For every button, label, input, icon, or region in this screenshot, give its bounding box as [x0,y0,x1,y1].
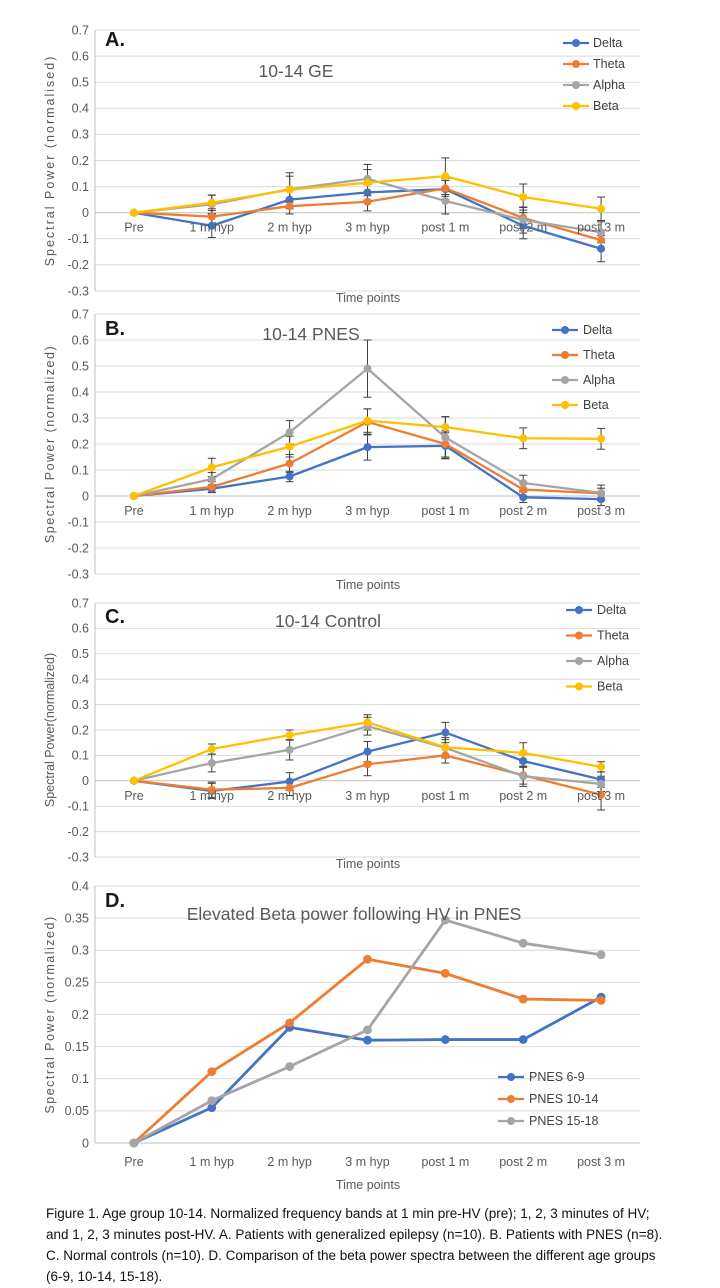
panel-label: B. [105,318,125,340]
legend-marker-theta [572,60,580,68]
legend-marker-delta [572,39,580,47]
y-tick-label: 0.15 [64,1039,89,1054]
x-tick-label: 2 m hyp [267,504,312,518]
y-tick-label: 0.2 [71,153,89,168]
y-tick-label: 0.5 [71,647,89,662]
y-axis-title: Spectral Power (normalized) [43,344,57,544]
legend-marker-alpha [575,657,583,665]
y-tick-label: 0.6 [71,621,89,636]
data-point-beta [364,718,372,726]
legend-label: Delta [593,36,623,51]
legend-marker-beta [561,401,569,409]
data-point-delta [441,729,449,737]
legend-label: Theta [593,57,625,72]
y-axis-title: Spectral Power (normalised) [43,54,57,267]
data-point-beta [441,423,449,431]
legend-label: Theta [597,628,629,643]
y-tick-label: 0 [82,206,89,220]
data-point-delta [597,245,605,253]
data-point-theta [286,460,294,468]
data-point-pnes-15-18 [519,939,528,948]
y-tick-label: 0.1 [71,1072,89,1087]
data-point-theta [441,751,449,759]
x-tick-label: post 1 m [421,220,470,235]
x-tick-label: 2 m hyp [267,220,312,235]
panel-label: A. [105,29,125,51]
y-tick-label: -0.1 [67,515,89,530]
x-axis-ticks [124,789,625,803]
data-point-beta [519,749,527,757]
y-tick-label: 0.7 [71,23,89,38]
data-point-delta [519,493,527,501]
chart-panel-d [0,878,720,1194]
y-tick-label: -0.2 [67,541,89,556]
data-point-pnes-10-14 [363,955,372,964]
data-point-pnes-15-18 [207,1096,216,1105]
legend [566,603,629,694]
gridlines [95,30,640,291]
y-tick-label: 0.6 [71,49,89,64]
data-point-beta [597,435,605,443]
x-tick-label: post 2 m [499,1155,548,1169]
x-axis-title: Time points [335,291,401,305]
data-point-beta [130,492,138,500]
data-point-delta [286,473,294,481]
data-point-theta [208,483,216,491]
chart-title: 10-14 Control [274,611,382,631]
x-tick-label: post 3 m [577,220,626,235]
y-tick-label: 0.3 [71,127,89,142]
x-tick-label: post 2 m [499,220,548,235]
data-point-pnes-10-14 [285,1018,294,1027]
data-point-beta [208,745,216,753]
legend-label: Alpha [593,78,625,93]
x-tick-label: 2 m hyp [267,1155,312,1169]
legend-marker-theta [561,351,569,359]
data-point-theta [597,236,605,244]
x-tick-label: 1 m hyp [189,788,235,803]
y-tick-label: -0.2 [67,258,89,273]
y-tick-label: 0.4 [71,879,89,894]
legend-marker-delta [561,326,569,334]
x-tick-label: post 1 m [421,788,470,803]
y-tick-label: 0.7 [71,307,89,322]
legend-marker-alpha [561,376,569,384]
data-point-beta [519,434,527,442]
legend [498,1070,599,1128]
legend-label: Alpha [583,373,615,388]
legend-marker-beta [575,683,583,691]
data-point-beta [364,417,372,425]
legend-marker-pnes-10-14 [507,1095,515,1103]
x-tick-label: post 3 m [577,788,626,803]
data-point-pnes-15-18 [130,1139,139,1148]
y-tick-label: 0.1 [71,463,89,478]
data-point-alpha [208,475,216,483]
x-tick-label: Pre [124,788,144,803]
x-axis-ticks [124,1155,625,1169]
legend-marker-pnes-15-18 [507,1117,515,1125]
y-tick-label: 0.05 [64,1104,89,1119]
x-tick-label: 3 m hyp [345,788,390,803]
x-tick-label: post 2 m [499,504,548,518]
x-tick-label: 3 m hyp [345,220,390,235]
y-tick-label: 0.5 [71,75,89,90]
chart-title: 10-14 PNES [262,324,360,344]
legend-label: Theta [583,348,615,363]
x-tick-label: 1 m hyp [189,220,235,235]
x-tick-label: 3 m hyp [345,1155,390,1169]
data-point-pnes-10-14 [519,995,528,1004]
y-tick-label: 0 [82,774,89,789]
data-point-alpha [364,365,372,373]
y-axis-title: Spectral Power(normalized) [43,652,57,808]
data-point-theta [364,760,372,768]
data-point-delta [364,443,372,451]
y-axis-title: Spectral Power (normalized) [43,915,57,1114]
y-tick-label: -0.1 [67,799,89,814]
y-tick-label: 0.5 [71,359,89,374]
figure-caption: Figure 1. Age group 10-14. Normalized frequency bands at 1 min pre-HV (pre); 1, 2, 3 minutes of HV; and 1, 2, 3 minutes post-HV. A. Patients with generalized epilepsy (n=10). B. Patients with PNES (n=8). C. Normal controls (n=10). D. Comparison of the beta power spectra between the different age groups (6-9, 10-14, 15-18). [46,1206,663,1284]
data-point-alpha [286,428,294,436]
x-tick-label: post 2 m [499,788,548,803]
data-point-alpha [208,759,216,767]
y-tick-label: -0.2 [67,824,89,839]
y-tick-label: 0.6 [71,333,89,348]
y-tick-label: 0.2 [71,723,89,738]
data-point-alpha [519,772,527,780]
x-tick-label: post 3 m [577,504,626,518]
data-point-beta [208,463,216,471]
legend-label: PNES 10-14 [529,1092,599,1107]
data-point-theta [208,213,216,221]
data-point-beta [130,777,138,785]
legend-marker-delta [575,606,583,614]
data-point-theta [441,184,449,192]
legend-label: Beta [597,679,623,694]
chart-panel-b [0,305,720,593]
x-axis-title: Time points [335,1178,401,1192]
data-point-alpha [519,479,527,487]
legend-label: Delta [583,323,613,338]
x-tick-label: post 3 m [577,1155,626,1169]
chart-title: 10-14 GE [258,61,334,81]
data-point-theta [364,198,372,206]
legend-marker-beta [572,102,580,110]
data-point-delta [364,748,372,756]
y-tick-label: 0.3 [71,943,89,958]
data-point-pnes-15-18 [363,1026,372,1035]
y-tick-label: 0.4 [71,672,89,687]
data-point-delta [364,188,372,196]
data-point-beta [441,743,449,751]
data-point-beta [441,172,449,180]
y-tick-label: 0.1 [71,748,89,763]
data-point-pnes-15-18 [597,950,606,959]
x-tick-label: 1 m hyp [189,504,235,518]
x-tick-label: post 1 m [421,1155,470,1169]
data-point-beta [597,763,605,771]
legend-label: Delta [597,603,627,618]
y-axis-ticks [67,23,89,298]
y-tick-label: 0.25 [64,975,89,990]
legend [563,36,625,113]
legend-label: Beta [593,99,619,114]
y-tick-label: 0.4 [71,385,89,400]
y-tick-label: -0.3 [67,284,89,299]
data-point-beta [364,179,372,187]
legend [552,323,615,412]
y-tick-label: 0.2 [71,437,89,452]
y-tick-label: -0.1 [67,232,89,247]
data-point-alpha [286,746,294,754]
chart-panel-a [0,0,720,305]
data-point-alpha [597,489,605,497]
x-tick-label: Pre [124,220,144,235]
legend-label: Alpha [597,654,629,669]
data-point-alpha [441,434,449,442]
data-point-pnes-10-14 [441,969,450,978]
y-tick-label: 0.1 [71,179,89,194]
legend-label: PNES 15-18 [529,1114,599,1129]
data-point-beta [286,731,294,739]
data-point-alpha [441,197,449,205]
data-point-pnes-6-9 [519,1035,528,1044]
legend-marker-alpha [572,81,580,89]
chart-title: Elevated Beta power following HV in PNES [186,904,522,924]
legend-marker-pnes-6-9 [507,1073,515,1081]
y-tick-label: 0.3 [71,411,89,426]
x-tick-label: 2 m hyp [267,788,312,803]
y-tick-label: -0.3 [67,567,89,582]
x-tick-label: Pre [124,1155,144,1169]
panel-label: C. [105,606,125,628]
x-axis-title: Time points [335,857,401,871]
y-tick-label: 0 [82,489,89,504]
y-tick-label: 0 [82,1136,89,1151]
y-axis-ticks [65,879,89,1150]
y-tick-label: 0.35 [64,911,89,926]
x-tick-label: 1 m hyp [189,1155,235,1169]
data-point-beta [208,199,216,207]
x-tick-label: 3 m hyp [345,504,390,518]
data-point-theta [286,202,294,210]
y-tick-label: 0.2 [71,1007,89,1022]
data-point-pnes-10-14 [597,996,606,1005]
y-axis-ticks [67,307,89,581]
y-tick-label: -0.3 [67,850,89,865]
x-tick-label: Pre [124,504,144,518]
data-point-pnes-6-9 [363,1036,372,1045]
legend-label: PNES 6-9 [529,1070,585,1085]
y-axis-ticks [67,596,89,864]
data-point-delta [519,757,527,765]
y-tick-label: 0.4 [71,101,89,116]
x-axis-ticks [124,504,625,518]
data-point-beta [286,443,294,451]
x-tick-label: post 1 m [421,504,470,518]
data-point-beta [597,205,605,213]
data-point-pnes-6-9 [441,1035,450,1044]
panel-label: D. [105,890,125,912]
data-point-beta [519,193,527,201]
data-point-beta [286,186,294,194]
x-axis-title: Time points [335,578,401,592]
chart-panel-c [0,593,720,878]
legend-label: Beta [583,398,609,413]
y-tick-label: 0.7 [71,596,89,611]
data-point-alpha [597,780,605,788]
data-point-pnes-10-14 [207,1067,216,1076]
y-tick-label: 0.3 [71,697,89,712]
legend-marker-theta [575,632,583,640]
data-point-pnes-15-18 [285,1062,294,1071]
data-point-beta [130,209,138,217]
